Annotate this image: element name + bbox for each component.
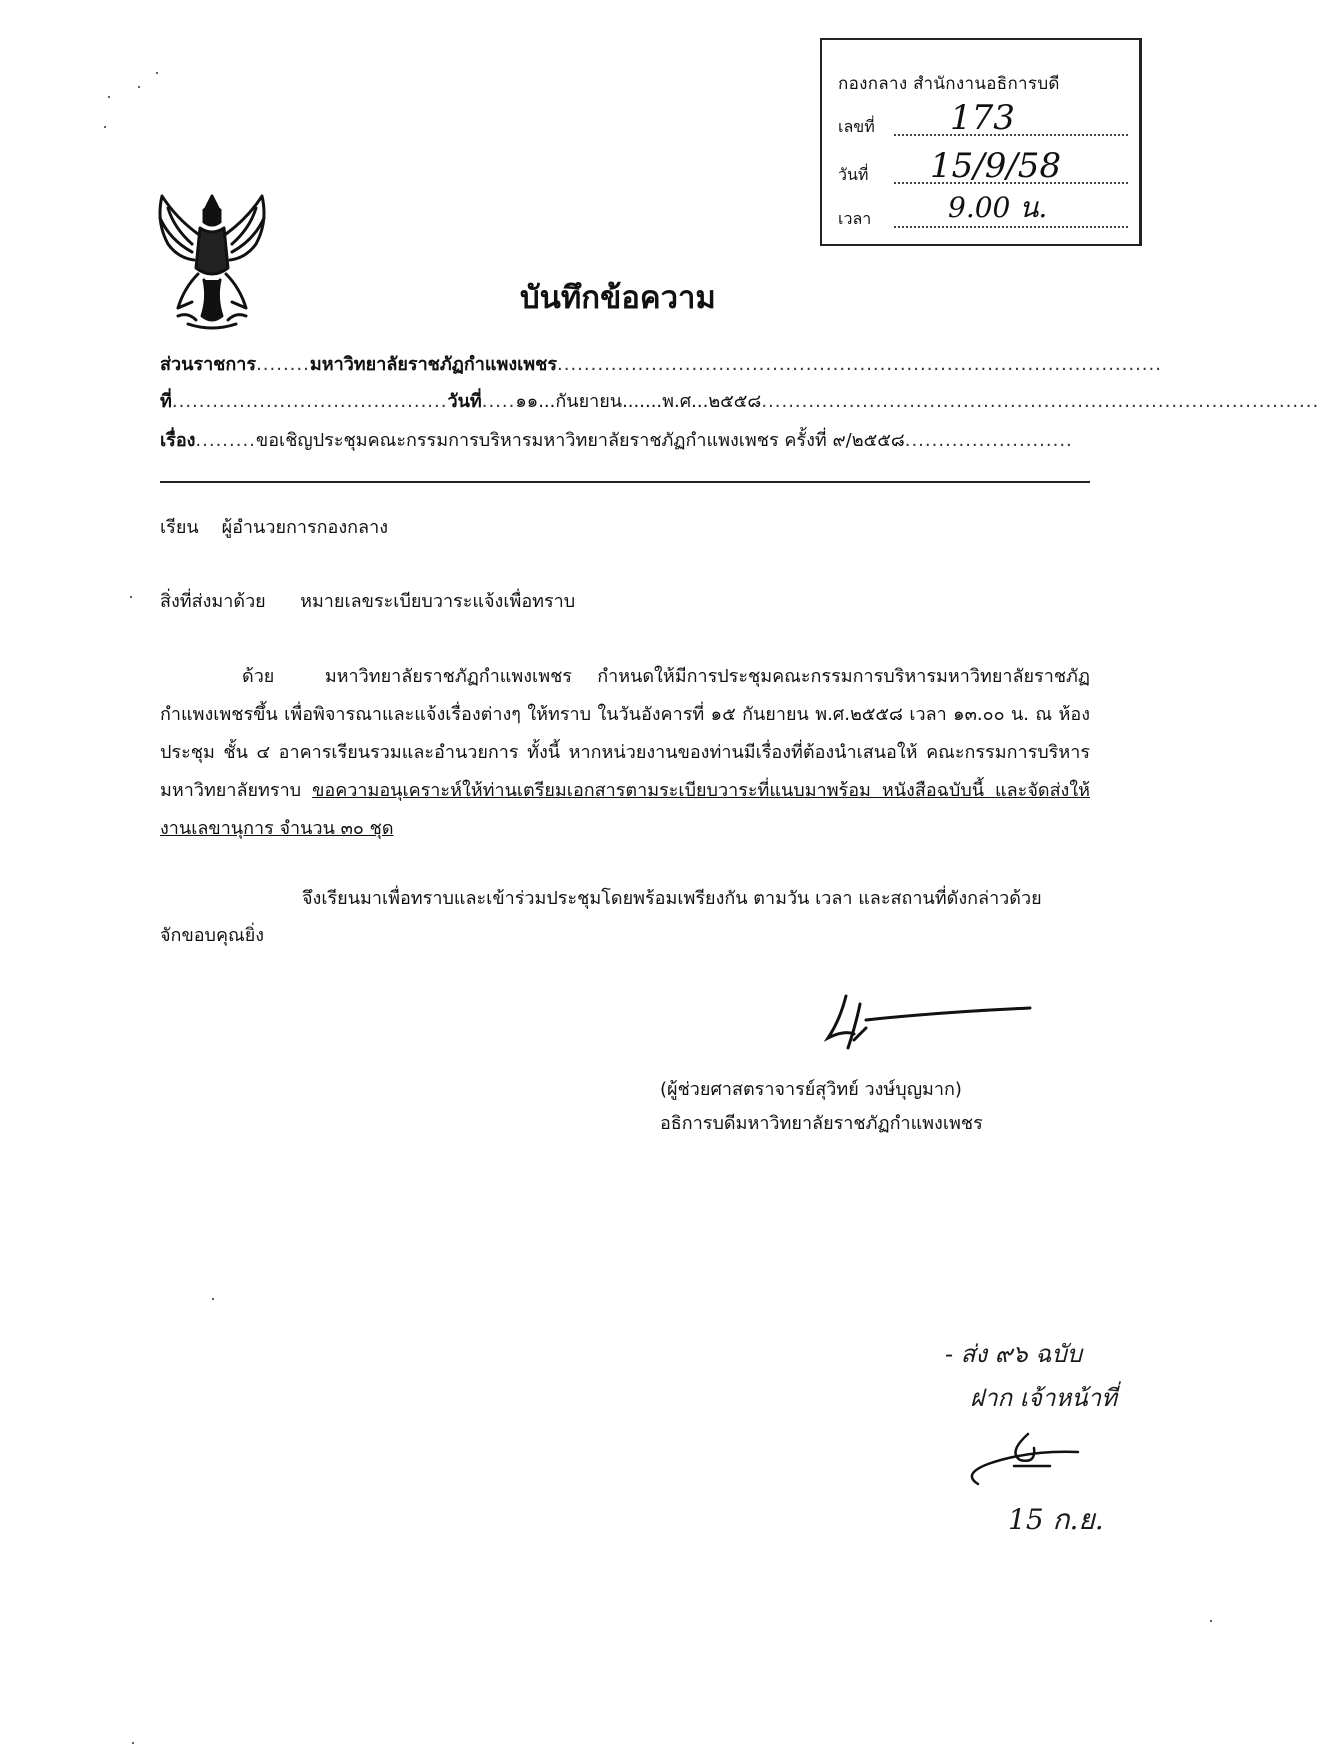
handwritten-note-date: 15 ก.ย. — [1008, 1503, 1104, 1536]
scan-speck — [212, 1298, 214, 1300]
closing-line-2: จักขอบคุณยิ่ง — [160, 925, 265, 946]
receipt-stamp — [820, 38, 1142, 246]
enclosure-label: สิ่งที่ส่งมาด้วย — [160, 591, 266, 612]
stamp-org: กองกลาง สำนักงานอธิการบดี — [838, 74, 1060, 94]
scan-speck — [1210, 1620, 1212, 1622]
handwritten-note-line2: ฝาก เจ้าหน้าที่ — [970, 1384, 1117, 1412]
handwritten-initial-icon — [958, 1430, 1108, 1500]
subject-label: เรื่อง — [160, 430, 196, 451]
signatory-name: (ผู้ช่วยศาสตราจารย์สุวิทย์ วงษ์บุญมาก) — [660, 1079, 962, 1100]
agency-value: มหาวิทยาลัยราชภัฏกำแพงเพชร — [309, 354, 558, 375]
scan-speck — [132, 1742, 134, 1744]
handwritten-note-line1: - ส่ง ๙๖ ฉบับ — [945, 1340, 1082, 1368]
stamp-date-label: วันที่ — [838, 165, 869, 184]
stamp-number-value: 173 — [950, 98, 1015, 138]
date-label: วันที่ — [447, 391, 482, 412]
ref-label: ที่ — [160, 391, 172, 412]
scan-speck — [130, 596, 132, 598]
body-paragraph — [160, 658, 1090, 848]
body-lead: ด้วย — [242, 666, 275, 687]
stamp-date-row — [838, 146, 1128, 188]
scan-speck — [138, 86, 140, 88]
stamp-time-label: เวลา — [838, 209, 872, 228]
to-label: เรียน — [160, 517, 199, 538]
subject-line: เรื่อง.........ขอเชิญประชุมคณะกรรมการบริหารมหาวิทยาลัยราชภัฏกำแพงเพชร ครั้งที่ ๙/๒๕๕๘......................... — [160, 430, 1073, 451]
agency-label: ส่วนราชการ — [160, 354, 257, 375]
header-divider — [160, 481, 1090, 483]
garuda-emblem-icon — [148, 188, 276, 332]
to-line — [160, 512, 388, 541]
enclosure-line — [160, 586, 575, 615]
scan-speck — [108, 96, 110, 98]
stamp-number-row — [838, 98, 1128, 140]
ref-date-line: ที่.........................................วันที่.....๑๑...กันยายน.......พ.ศ...๒๕๕๘................................................................................... — [160, 391, 1319, 412]
body-text: มหาวิทยาลัยราชภัฏกำแพงเพชร กำหนดให้มีการประชุมคณะกรรมการบริหารมหาวิทยาลัยราชภัฏ กำแพงเพชรขึ้น เพื่อพิจารณาและแจ้งเรื่องต่างๆ ให้ทราบ ในวันอังคารที่ ๑๕ กันยายน พ.ศ.๒๕๕๘ เวลา ๑๓.๐๐ น. ณ ห้องประชุม ชั้น ๔ อาคารเรียนรวมและอำนวยการ ทั้งนี้ หากหน่วยงานของท่านมีเรื่องที่ต้องนำเสนอให้ คณะกรรมการบริหารมหาวิทยาลัยทราบ — [160, 666, 1090, 801]
agency-line: ส่วนราชการ........มหาวิทยาลัยราชภัฏกำแพงเพชร.......................................................................................... — [160, 354, 1162, 375]
signatory-position: อธิการบดีมหาวิทยาลัยราชภัฏกำแพงเพชร — [660, 1113, 983, 1134]
stamp-date-value: 15/9/58 — [930, 146, 1062, 186]
date-value: ๑๑...กันยายน.......พ.ศ...๒๕๕๘ — [515, 391, 762, 412]
stamp-time-value: 9.00 น. — [948, 191, 1048, 224]
scan-speck — [156, 72, 158, 74]
memo-title: บันทึกข้อความ — [520, 280, 716, 316]
body-underlined: ขอความอนุเคราะห์ให้ท่านเตรียมเอกสารตามระเบียบวาระที่แนบมาพร้อม หนังสือฉบับนี้ และจัดส่งให้งานเลขานุการ จำนวน ๓๐ ชุด — [160, 780, 1090, 839]
to-value: ผู้อำนวยการกองกลาง — [221, 517, 388, 538]
signature-icon — [820, 990, 1040, 1060]
closing-line: จึงเรียนมาเพื่อทราบและเข้าร่วมประชุมโดยพร้อมเพรียงกัน ตามวัน เวลา และสถานที่ดังกล่าวด้วย — [302, 888, 1042, 909]
subject-value: ขอเชิญประชุมคณะกรรมการบริหารมหาวิทยาลัยราชภัฏกำแพงเพชร ครั้งที่ ๙/๒๕๕๘ — [255, 430, 905, 451]
stamp-time-row — [838, 191, 1128, 232]
stamp-number-label: เลขที่ — [838, 117, 875, 136]
scan-speck — [104, 126, 106, 128]
enclosure-value: หมายเลขระเบียบวาระแจ้งเพื่อทราบ — [300, 591, 576, 612]
